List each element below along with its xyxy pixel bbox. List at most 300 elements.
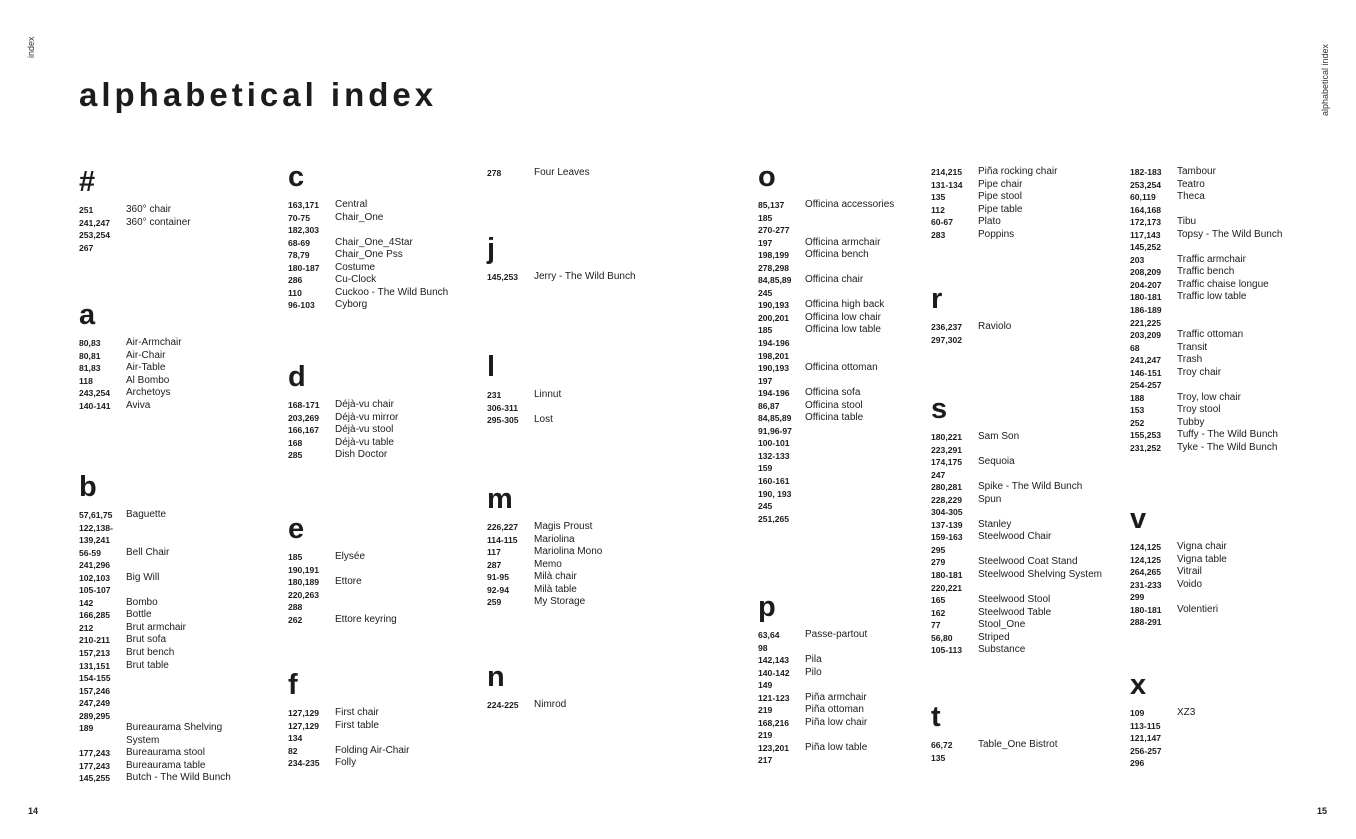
entry-name: Traffic armchair (1177, 253, 1246, 265)
entry-pages: 124,125 (1130, 554, 1162, 565)
entry-pages: 131-134 (931, 179, 963, 190)
index-entry (79, 572, 246, 585)
entry-pages: 109 (1130, 708, 1145, 718)
entry-pages: 270-277 (758, 225, 790, 236)
entry-name: First chair (335, 707, 379, 718)
index-entry (758, 312, 894, 325)
entry-name: Stool_One (978, 619, 1026, 631)
section-letter: l (487, 351, 496, 383)
entry-name: Steelwood Table (978, 606, 1052, 618)
entry-name: Officina high back (805, 299, 885, 311)
entry-name: Passe-partout (805, 629, 868, 640)
entry-name: Central (335, 199, 368, 210)
index-entry (931, 481, 1102, 494)
entry-pages: 91-95 (487, 572, 509, 583)
index-entry (288, 576, 397, 589)
index-section (931, 392, 1102, 657)
entry-pages: 180,189 (288, 577, 320, 588)
index-entry (288, 449, 398, 462)
section-letter: o (758, 161, 776, 193)
entry-name: Brut bench (126, 647, 175, 659)
entry-name: Chair_One Pss (335, 249, 403, 261)
index-entry (79, 760, 246, 773)
entry-name: Folding Air-Chair (335, 744, 410, 756)
entry-name: Piña ottoman (805, 704, 864, 716)
index-entry (758, 412, 894, 425)
index-entry (1130, 404, 1282, 417)
entry-pages: 159 (758, 463, 773, 474)
entry-pages: 134 (288, 733, 303, 744)
entry-pages: 68-69 (288, 237, 310, 248)
entry-name (126, 584, 246, 597)
entry-name: Officina accessories (805, 199, 895, 210)
entry-pages: 288-291 (1130, 617, 1162, 628)
section-letter: m (487, 483, 513, 515)
entry-pages: 220,221 (931, 582, 963, 593)
entry-name: Mariolina Mono (534, 546, 603, 558)
entry-pages: 56,80 (931, 632, 953, 643)
entry-name: Traffic bench (1177, 266, 1235, 278)
entry-pages: 210-211 (79, 635, 111, 646)
entry-name: Linnut (534, 389, 562, 400)
section-letter: j (487, 233, 496, 265)
index-section (79, 165, 191, 254)
index-entry (288, 707, 409, 720)
entry-name: Cuckoo - The Wild Bunch (335, 286, 449, 298)
section-letter: v (1130, 503, 1147, 535)
index-entry (1130, 379, 1282, 392)
index-entry (1130, 304, 1282, 317)
entry-pages: 200,201 (758, 312, 790, 323)
index-entry (487, 699, 566, 712)
index-entry (758, 274, 894, 287)
index-entry (758, 299, 894, 312)
section-letter: n (487, 661, 505, 693)
section-letter: d (288, 361, 306, 393)
index-entry (1130, 166, 1282, 179)
entry-pages: 198,201 (758, 350, 790, 361)
entry-pages: 198,199 (758, 250, 790, 261)
entry-name: Officina ottoman (805, 362, 878, 374)
entry-pages: 118 (79, 375, 93, 386)
entry-name: Tuffy - The Wild Bunch (1177, 429, 1278, 441)
index-entry (288, 237, 448, 250)
entry-name (126, 685, 246, 698)
entry-pages: 243,254 (79, 388, 111, 399)
entry-pages: 164,168 (1130, 204, 1162, 215)
entry-name: Piña low chair (805, 716, 868, 728)
entry-name: Four Leaves (534, 167, 590, 178)
index-entry (79, 204, 191, 217)
index-entry (487, 534, 602, 547)
entry-pages: 189 (79, 723, 94, 734)
entry-pages: 241,247 (79, 217, 111, 228)
entry-name: Memo (534, 558, 562, 570)
entry-pages: 231-233 (1130, 579, 1162, 590)
entry-name: Officina stool (805, 399, 863, 411)
index-entry (931, 569, 1102, 582)
entry-name: Milà chair (534, 571, 577, 583)
entry-pages: 172,173 (1130, 217, 1162, 228)
entry-pages: 84,85,89 (758, 413, 792, 424)
index-entry (79, 362, 182, 375)
index-entry (288, 437, 398, 450)
index-entry (1130, 579, 1227, 592)
index-entry (288, 614, 397, 627)
entry-name: 360° chair (126, 204, 172, 215)
index-entry (79, 710, 246, 723)
entry-name: Officina chair (805, 274, 864, 286)
entry-name: Ettore (335, 576, 362, 588)
section-letter: p (758, 591, 776, 623)
index-entry (79, 584, 246, 597)
index-entry (758, 324, 894, 337)
entry-pages: 231,252 (1130, 443, 1162, 454)
index-entry (758, 500, 894, 513)
entry-pages: 145,253 (487, 272, 519, 282)
section-letter: x (1130, 669, 1147, 701)
entry-pages: 121-123 (758, 692, 790, 703)
entry-name: Transit (1177, 341, 1208, 353)
entry-name: Striped (978, 631, 1010, 643)
index-entry (1130, 204, 1282, 217)
index-entry (288, 720, 409, 733)
section-letter: b (79, 471, 97, 503)
entry-name: Steelwood Chair (978, 531, 1052, 543)
index-entry (1130, 229, 1282, 242)
entry-name: Cyborg (335, 299, 368, 311)
index-entry (931, 752, 1058, 765)
index-entry (758, 287, 894, 300)
entry-name (126, 522, 246, 535)
entry-pages: 140-142 (758, 667, 790, 678)
index-entry (79, 509, 246, 522)
entry-pages: 241,296 (79, 560, 111, 571)
index-entry (758, 679, 867, 692)
entry-name: Spun (978, 493, 1002, 505)
entry-pages: 194-196 (758, 338, 790, 349)
index-entry (79, 722, 246, 747)
entry-name: Pipe chair (978, 178, 1023, 190)
entry-name: Poppins (978, 228, 1015, 240)
entry-name: Table_One Bistrot (978, 739, 1058, 750)
entry-pages: 245 (758, 501, 773, 512)
entry-pages: 121,147 (1130, 733, 1162, 744)
index-entry (758, 667, 867, 680)
entry-pages: 221,225 (1130, 317, 1162, 328)
index-entry (79, 697, 246, 710)
entry-pages: 203,269 (288, 412, 320, 423)
index-entry (758, 262, 894, 275)
index-section (288, 668, 409, 770)
index-entry (931, 739, 1058, 752)
index-entry (487, 271, 636, 284)
index-entry (1130, 254, 1282, 267)
entry-name: Plato (978, 216, 1001, 228)
index-entry (288, 732, 409, 745)
index-entry (1130, 279, 1282, 292)
index-entry (288, 224, 448, 237)
index-entry (1130, 707, 1195, 720)
entry-name: Pipe table (978, 203, 1023, 215)
entry-pages: 297,302 (931, 334, 963, 345)
entry-name: Sequoia (978, 456, 1015, 468)
index-entry (79, 229, 191, 242)
entry-pages: 224-225 (487, 700, 519, 710)
index-section (758, 160, 894, 525)
entry-pages: 60-67 (931, 217, 953, 228)
index-entry (79, 660, 246, 673)
entry-name: Officina sofa (805, 387, 861, 399)
entry-pages: 212 (79, 622, 94, 633)
entry-name: Teatro (1177, 178, 1205, 190)
index-entry (931, 494, 1102, 507)
index-entry (758, 513, 894, 526)
entry-name: Officina low table (805, 324, 881, 336)
index-entry (288, 399, 398, 412)
page-title: alphabetical index (79, 76, 438, 113)
index-entry (931, 506, 1102, 519)
index-entry (487, 596, 602, 609)
index-entry (79, 375, 182, 388)
index-entry (288, 299, 448, 312)
section-letter: s (931, 393, 948, 425)
entry-pages: 247 (931, 469, 946, 480)
entry-name: Milà table (534, 583, 577, 595)
index-entry (758, 692, 867, 705)
entry-pages: 96-103 (288, 300, 315, 311)
entry-name: Brut table (126, 659, 169, 671)
entry-name: Steelwood Stool (978, 594, 1051, 606)
index-entry (288, 564, 397, 577)
entry-pages: 132-133 (758, 450, 790, 461)
index-entry (1130, 720, 1195, 733)
entry-name: Jerry - The Wild Bunch (534, 271, 636, 282)
index-section (931, 282, 1011, 346)
index-entry (931, 229, 1057, 242)
index-entry (1130, 732, 1195, 745)
entry-name: Officina table (805, 412, 864, 424)
index-entry (931, 179, 1057, 192)
entry-name: Pipe stool (978, 191, 1022, 203)
entry-pages: 180-181 (1130, 604, 1162, 615)
index-entry (758, 462, 894, 475)
entry-name: Big Will (126, 571, 160, 583)
index-entry (79, 634, 246, 647)
entry-pages: 110 (288, 287, 302, 298)
index-entry (1130, 179, 1282, 192)
entry-name: Piña low table (805, 741, 868, 753)
entry-pages: 190,193 (758, 363, 790, 374)
index-entry (758, 754, 867, 767)
entry-name (126, 697, 246, 710)
entry-pages: 177,243 (79, 748, 111, 759)
entry-name: Tibu (1177, 216, 1197, 228)
entry-pages: 117,143 (1130, 229, 1161, 240)
index-entry (288, 757, 409, 770)
entry-pages: 251 (79, 205, 94, 215)
section-letter: c (288, 161, 305, 193)
entry-name: Déjà-vu mirror (335, 411, 399, 423)
entry-pages: 131,151 (79, 660, 111, 671)
entry-pages: 253,254 (1130, 179, 1162, 190)
entry-pages: 289,295 (79, 710, 111, 721)
entry-pages: 114-115 (487, 534, 518, 545)
index-entry (758, 488, 894, 501)
entry-name: Ettore keyring (335, 613, 397, 625)
entry-pages: 146-151 (1130, 367, 1162, 378)
entry-pages: 252 (1130, 417, 1145, 428)
entry-pages: 155,253 (1130, 430, 1162, 441)
entry-pages: 122,138- (79, 522, 113, 533)
entry-pages: 188 (1130, 392, 1145, 403)
entry-pages: 135 (931, 192, 946, 203)
index-entry (487, 584, 602, 597)
entry-pages: 204-207 (1130, 279, 1162, 290)
entry-pages: 60,119 (1130, 192, 1156, 203)
entry-name: Lost (534, 414, 553, 426)
index-section (1130, 502, 1227, 629)
entry-pages: 203,209 (1130, 330, 1162, 341)
index-section (487, 350, 614, 427)
section-letter: t (931, 701, 941, 733)
entry-pages: 262 (288, 614, 303, 625)
index-entry (487, 389, 614, 402)
index-entry (1130, 216, 1282, 229)
entry-name: Troy stool (1177, 404, 1221, 416)
entry-pages: 123,201 (758, 742, 790, 753)
entry-pages: 223,291 (931, 444, 963, 455)
index-entry (1130, 354, 1282, 367)
index-entry (79, 772, 246, 785)
entry-pages: 180-181 (1130, 292, 1162, 303)
index-entry (931, 191, 1057, 204)
entry-pages: 194-196 (758, 388, 790, 399)
entry-pages: 68 (1130, 342, 1140, 353)
entry-pages: 165 (931, 595, 946, 606)
entry-pages: 267 (79, 242, 94, 253)
index-entry (758, 375, 894, 388)
side-label-left: index (26, 36, 36, 58)
entry-pages: 236,237 (931, 322, 963, 332)
index-entry (758, 350, 894, 363)
entry-name: Steelwood Coat Stand (978, 556, 1078, 568)
entry-name: Substance (978, 644, 1026, 656)
entry-pages: 214,215 (931, 167, 963, 177)
entry-pages: 182-183 (1130, 167, 1162, 177)
index-entry (931, 582, 1102, 595)
entry-pages: 127,129 (288, 720, 320, 731)
index-entry (931, 607, 1102, 620)
entry-name: Chair_One (335, 211, 384, 223)
entry-pages: 82 (288, 745, 298, 756)
index-entry (79, 242, 191, 255)
index-entry (79, 672, 246, 685)
entry-name: Steelwood Shelving System (978, 569, 1102, 581)
index-entry (758, 717, 867, 730)
entry-name: Mariolina (534, 533, 575, 545)
entry-name: Volentieri (1177, 603, 1219, 615)
index-entry (931, 456, 1102, 469)
entry-name: Trash (1177, 354, 1203, 366)
entry-pages: 247,249 (79, 698, 111, 709)
entry-pages: 180,221 (931, 432, 963, 442)
side-label-right: alphabetical index (1320, 43, 1330, 116)
index-entry (931, 469, 1102, 482)
entry-name: Déjà-vu stool (335, 424, 394, 436)
index-entry (931, 632, 1102, 645)
index-entry (931, 166, 1057, 179)
entry-name: Butch - The Wild Bunch (126, 772, 231, 784)
entry-pages: 160-161 (758, 476, 790, 487)
entry-name: Vitrail (1177, 566, 1202, 578)
entry-pages: 190,193 (758, 300, 790, 311)
entry-pages: 177,243 (79, 760, 111, 771)
entry-name: Costume (335, 261, 376, 273)
entry-name: Bureaurama Shelving System (126, 722, 223, 746)
entry-pages: 159-163 (931, 532, 963, 543)
index-section (487, 232, 636, 284)
index-entry (79, 685, 246, 698)
entry-pages: 295-305 (487, 415, 519, 426)
index-section (758, 590, 867, 767)
index-entry (79, 534, 246, 547)
entry-pages: 180-187 (288, 262, 320, 273)
entry-name: Officina low chair (805, 311, 881, 323)
index-entry (79, 559, 246, 572)
entry-name: Air-Armchair (126, 337, 182, 348)
index-entry (931, 431, 1102, 444)
entry-pages: 105-107 (79, 585, 111, 596)
entry-name: Traffic low table (1177, 291, 1247, 303)
index-entry (931, 619, 1102, 632)
entry-name: 360° container (126, 216, 191, 228)
entry-pages: 186-189 (1130, 305, 1162, 316)
index-entry (758, 629, 867, 642)
entry-name: Bureaurama table (126, 759, 206, 771)
entry-pages: 98 (758, 642, 768, 653)
entry-pages: 80,81 (79, 350, 101, 361)
index-section (288, 512, 397, 626)
entry-pages: 105-113 (931, 645, 963, 656)
entry-pages: 145,255 (79, 773, 111, 784)
index-entry (79, 217, 191, 230)
index-entry (79, 609, 246, 622)
entry-name: Sam Son (978, 431, 1020, 442)
index-entry (931, 594, 1102, 607)
entry-name (126, 710, 246, 723)
entry-pages: 142 (79, 597, 94, 608)
entry-name: Air-Chair (126, 349, 166, 361)
entry-pages: 197 (758, 375, 773, 386)
entry-pages: 117 (487, 547, 501, 558)
entry-name: Officina bench (805, 249, 869, 261)
entry-pages: 91,96-97 (758, 425, 792, 436)
index-entry (931, 334, 1011, 347)
entry-name: Stanley (978, 518, 1012, 530)
index-entry (79, 622, 246, 635)
index-entry (487, 414, 614, 427)
entry-name: Traffic chaise longue (1177, 278, 1269, 290)
section-letter: # (79, 166, 96, 198)
index-entry (758, 362, 894, 375)
index-entry (1130, 745, 1195, 758)
entry-pages: 180-181 (931, 570, 963, 581)
index-entry (288, 199, 448, 212)
entry-pages: 174,175 (931, 457, 963, 468)
entry-pages: 296 (1130, 758, 1145, 769)
index-entry (487, 167, 590, 180)
